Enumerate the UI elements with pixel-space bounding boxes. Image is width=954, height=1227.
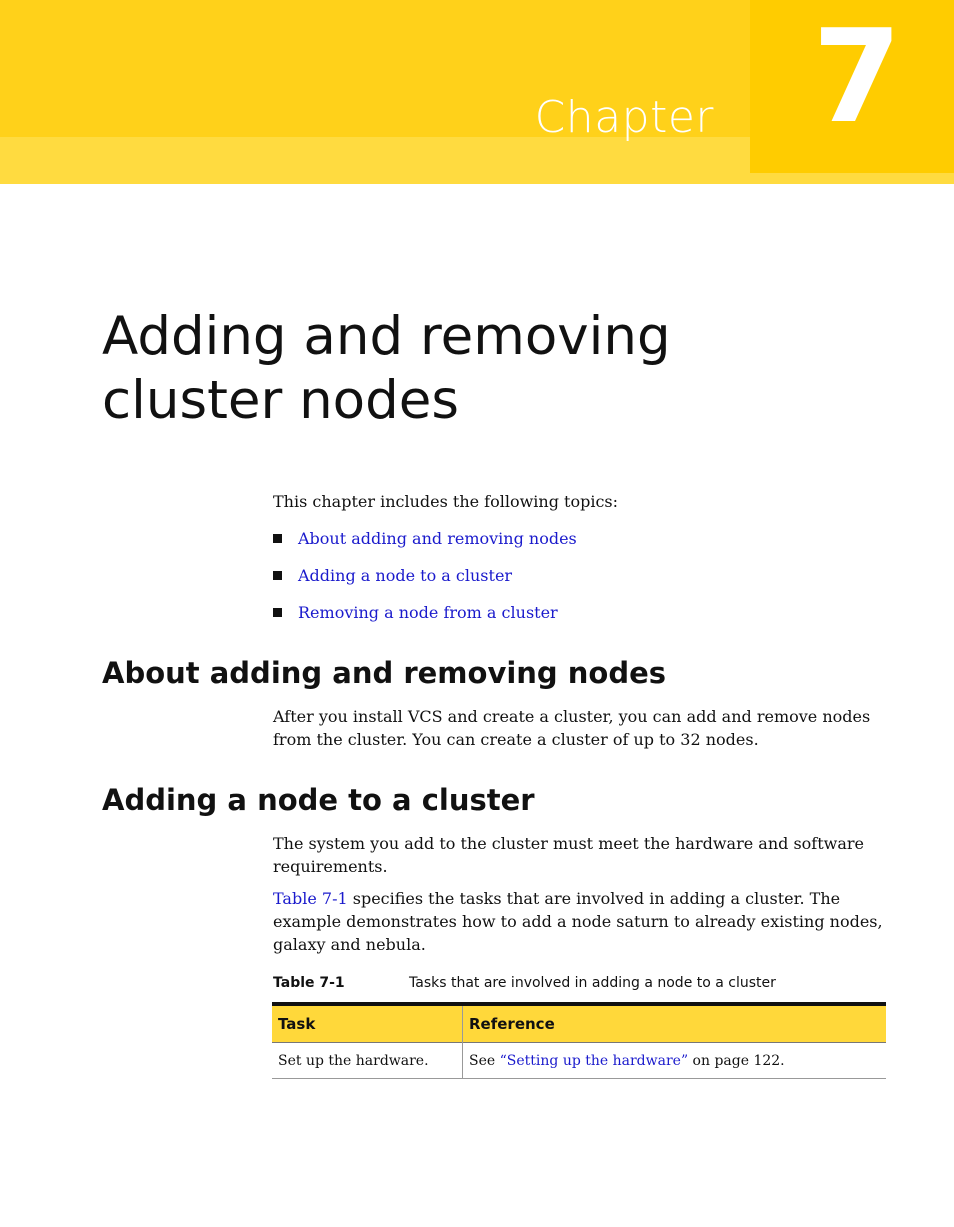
section-adding-paragraph-1: The system you add to the cluster must meet the hardware and software requirements. [273, 834, 864, 876]
topic-list [273, 527, 893, 638]
section-adding-paragraph-2 [273, 887, 893, 956]
section-about-paragraph: After you install VCS and create a cluster, you can add and remove nodes from the cluster. You can create a cluster of up to 32 nodes. [273, 707, 871, 749]
reference-prefix: See [469, 1052, 500, 1069]
reference-suffix: on page 122. [688, 1052, 785, 1069]
chapter-label: Chapter [534, 92, 714, 143]
table-reference-link[interactable]: Table 7-1 [273, 889, 348, 908]
section-heading-adding: Adding a node to a cluster [102, 783, 535, 817]
section-heading-about: About adding and removing nodes [102, 656, 667, 690]
intro-text: This chapter includes the following topics: [273, 492, 619, 511]
cell-reference [463, 1043, 887, 1079]
list-item [273, 601, 893, 638]
topic-link-adding[interactable]: Adding a node to a cluster [298, 566, 513, 585]
topic-link-about[interactable]: About adding and removing nodes [298, 529, 577, 548]
topic-link-removing[interactable]: Removing a node from a cluster [298, 603, 558, 622]
table-row [272, 1043, 886, 1079]
cell-task: Set up the hardware. [272, 1043, 463, 1079]
reference-link[interactable]: “Setting up the hardware” [499, 1052, 689, 1069]
table-caption-label: Table 7-1 [273, 975, 345, 991]
banner-lower-band [0, 137, 750, 184]
title-line-2: cluster nodes [102, 370, 459, 431]
column-header-task: Task [272, 1004, 463, 1043]
tasks-table [272, 1002, 886, 1079]
table-header-row [272, 1004, 886, 1043]
bullet-square-icon [273, 534, 282, 543]
chapter-number-box-bottom [750, 173, 954, 184]
page-title [102, 305, 802, 433]
list-item [273, 527, 893, 564]
bullet-square-icon [273, 571, 282, 580]
table-caption-text: Tasks that are involved in adding a node to a cluster [409, 975, 776, 991]
bullet-square-icon [273, 608, 282, 617]
chapter-number: 7 [812, 3, 902, 152]
title-line-1: Adding and removing [102, 306, 671, 367]
paragraph-2-text: specifies the tasks that are involved in adding a cluster. The example demonstrates how to add a node saturn to already existing nodes, galaxy and nebula. [273, 889, 883, 954]
column-header-reference: Reference [463, 1004, 887, 1043]
list-item [273, 564, 893, 601]
table-caption [273, 975, 888, 991]
